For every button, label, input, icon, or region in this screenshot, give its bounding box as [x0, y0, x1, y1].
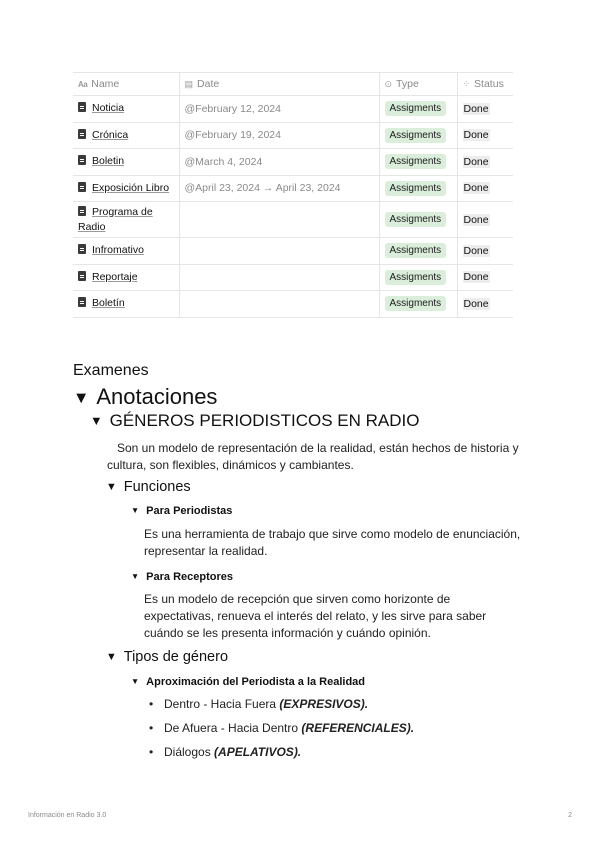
page-icon [78, 182, 86, 192]
type-cell[interactable] [379, 238, 457, 265]
status-cell[interactable] [457, 238, 513, 265]
calendar-icon: ▤ [184, 79, 194, 89]
table-row[interactable] [73, 149, 513, 176]
page-link[interactable]: Exposición Libro [92, 181, 170, 194]
type-tag: Assigments [385, 128, 447, 143]
status-cell[interactable] [457, 175, 513, 202]
name-cell[interactable] [73, 175, 179, 202]
name-cell[interactable] [73, 291, 179, 318]
status-badge: Done [463, 244, 489, 257]
status-badge: Done [463, 297, 489, 310]
anotaciones-heading: Anotaciones [96, 384, 218, 409]
funciones-heading: Funciones [123, 479, 191, 495]
table-header-row [73, 73, 513, 96]
toggle-triangle-icon[interactable]: ▼ [131, 677, 140, 687]
para-periodistas-toggle[interactable] [131, 505, 232, 517]
table-row[interactable] [73, 122, 513, 149]
status-loader-icon: ⁘ [462, 79, 471, 89]
select-property-icon: ⊙ [384, 79, 393, 89]
type-cell[interactable] [379, 122, 457, 149]
table-row[interactable] [73, 264, 513, 291]
page-link[interactable]: Boletin [92, 155, 125, 168]
column-header-date[interactable]: ▤ Date [179, 73, 379, 96]
examenes-heading: Examenes [73, 362, 149, 379]
page-link[interactable]: Boletín [92, 297, 125, 310]
status-cell[interactable] [457, 291, 513, 318]
name-cell[interactable] [73, 122, 179, 149]
toggle-triangle-icon[interactable]: ▼ [90, 412, 103, 428]
date-cell[interactable] [179, 291, 379, 318]
table-row[interactable] [73, 96, 513, 123]
status-cell[interactable] [457, 96, 513, 123]
status-cell[interactable] [457, 122, 513, 149]
date-cell[interactable] [179, 264, 379, 291]
status-badge: Done [463, 182, 489, 195]
column-header-status[interactable]: ⁘ Status [457, 73, 513, 96]
name-cell[interactable] [73, 202, 179, 238]
footer-title: Información en Radio 3.0 [28, 812, 107, 819]
status-badge: Done [463, 213, 489, 226]
page-icon [78, 271, 86, 281]
para-receptores-toggle[interactable] [131, 571, 233, 583]
toggle-triangle-icon[interactable]: ▼ [131, 506, 140, 516]
type-cell[interactable] [379, 291, 457, 318]
receptores-description: Es un modelo de recepción que sirven como horizonte de expectativas, renueva el interés del relato, y les sirve para saber cuándo se les presenta información y cuándo opinión. [144, 592, 487, 640]
date-cell[interactable]: @March 4, 2024 [179, 149, 379, 176]
toggle-triangle-icon[interactable]: ▼ [106, 481, 117, 494]
page-link[interactable]: Infromativo [92, 244, 144, 257]
aproximacion-heading: Aproximación del Periodista a la Realidad [146, 676, 366, 688]
type-tag: Assigments [385, 270, 447, 285]
list-item: • Dentro - Hacia Fuera (EXPRESIVOS). [149, 696, 414, 720]
page-icon [78, 206, 86, 216]
page-number: 2 [568, 812, 572, 819]
generos-heading: GÉNEROS PERIODISTICOS EN RADIO [109, 411, 420, 430]
periodistas-description: Es una herramienta de trabajo que sirve como modelo de enunciación, representar la realidad. [144, 527, 521, 558]
table-row[interactable] [73, 175, 513, 202]
generos-toggle[interactable] [90, 411, 419, 431]
page-icon [78, 244, 86, 254]
genre-type-list [149, 696, 414, 768]
type-cell[interactable] [379, 149, 457, 176]
status-cell[interactable] [457, 264, 513, 291]
column-header-type[interactable]: ⊙ Type [379, 73, 457, 96]
type-tag: Assigments [385, 154, 447, 169]
name-cell[interactable] [73, 96, 179, 123]
table-row[interactable] [73, 238, 513, 265]
table-row[interactable] [73, 291, 513, 318]
page-link[interactable]: Programa de Radio [78, 205, 153, 233]
para-periodistas-heading: Para Periodistas [146, 505, 233, 517]
text-property-icon: Aa [78, 80, 88, 89]
type-cell[interactable] [379, 175, 457, 202]
date-cell[interactable]: @February 12, 2024 [179, 96, 379, 123]
database-table [73, 72, 513, 318]
list-item: • Diálogos (APELATIVOS). [149, 744, 414, 768]
page-icon [78, 102, 86, 112]
status-badge: Done [463, 129, 489, 142]
page-link[interactable]: Noticia [92, 102, 125, 115]
type-cell[interactable] [379, 96, 457, 123]
type-cell[interactable] [379, 264, 457, 291]
toggle-triangle-icon[interactable]: ▼ [131, 572, 140, 582]
status-cell[interactable] [457, 149, 513, 176]
type-tag: Assigments [385, 243, 447, 258]
status-badge: Done [463, 155, 489, 168]
name-cell[interactable] [73, 149, 179, 176]
status-badge: Done [463, 271, 489, 284]
status-badge: Done [463, 102, 489, 115]
toggle-triangle-icon[interactable]: ▼ [106, 651, 117, 664]
aproximacion-toggle[interactable] [131, 676, 365, 688]
name-cell[interactable] [73, 264, 179, 291]
para-receptores-heading: Para Receptores [146, 571, 233, 583]
funciones-toggle[interactable] [106, 479, 191, 495]
name-cell[interactable] [73, 238, 179, 265]
date-cell[interactable]: @April 23, 2024 → April 23, 2024 [179, 175, 379, 202]
date-cell[interactable] [179, 238, 379, 265]
status-cell[interactable] [457, 202, 513, 238]
page-link[interactable]: Reportaje [92, 270, 138, 283]
toggle-triangle-icon[interactable]: ▼ [73, 388, 90, 407]
list-item: • De Afuera - Hacia Dentro (REFERENCIALES). [149, 720, 414, 744]
generos-description: Son un modelo de representación de la realidad, están hechos de historia y cultura, son flexibles, dinámicos y cambiantes. [107, 441, 519, 472]
anotaciones-toggle[interactable] [73, 384, 217, 410]
page-icon [78, 297, 86, 307]
tipos-toggle[interactable] [106, 649, 228, 665]
tipos-heading: Tipos de género [123, 649, 229, 665]
page-icon [78, 129, 86, 139]
table-row[interactable] [73, 202, 513, 238]
date-cell[interactable] [179, 202, 379, 238]
type-tag: Assigments [385, 181, 447, 196]
type-tag: Assigments [385, 212, 447, 227]
type-tag: Assigments [385, 101, 447, 116]
page-link[interactable]: Crónica [92, 128, 129, 141]
type-tag: Assigments [385, 296, 447, 311]
column-header-name[interactable]: Aa Name [73, 73, 179, 96]
page-icon [78, 155, 86, 165]
type-cell[interactable] [379, 202, 457, 238]
date-cell[interactable]: @February 19, 2024 [179, 122, 379, 149]
